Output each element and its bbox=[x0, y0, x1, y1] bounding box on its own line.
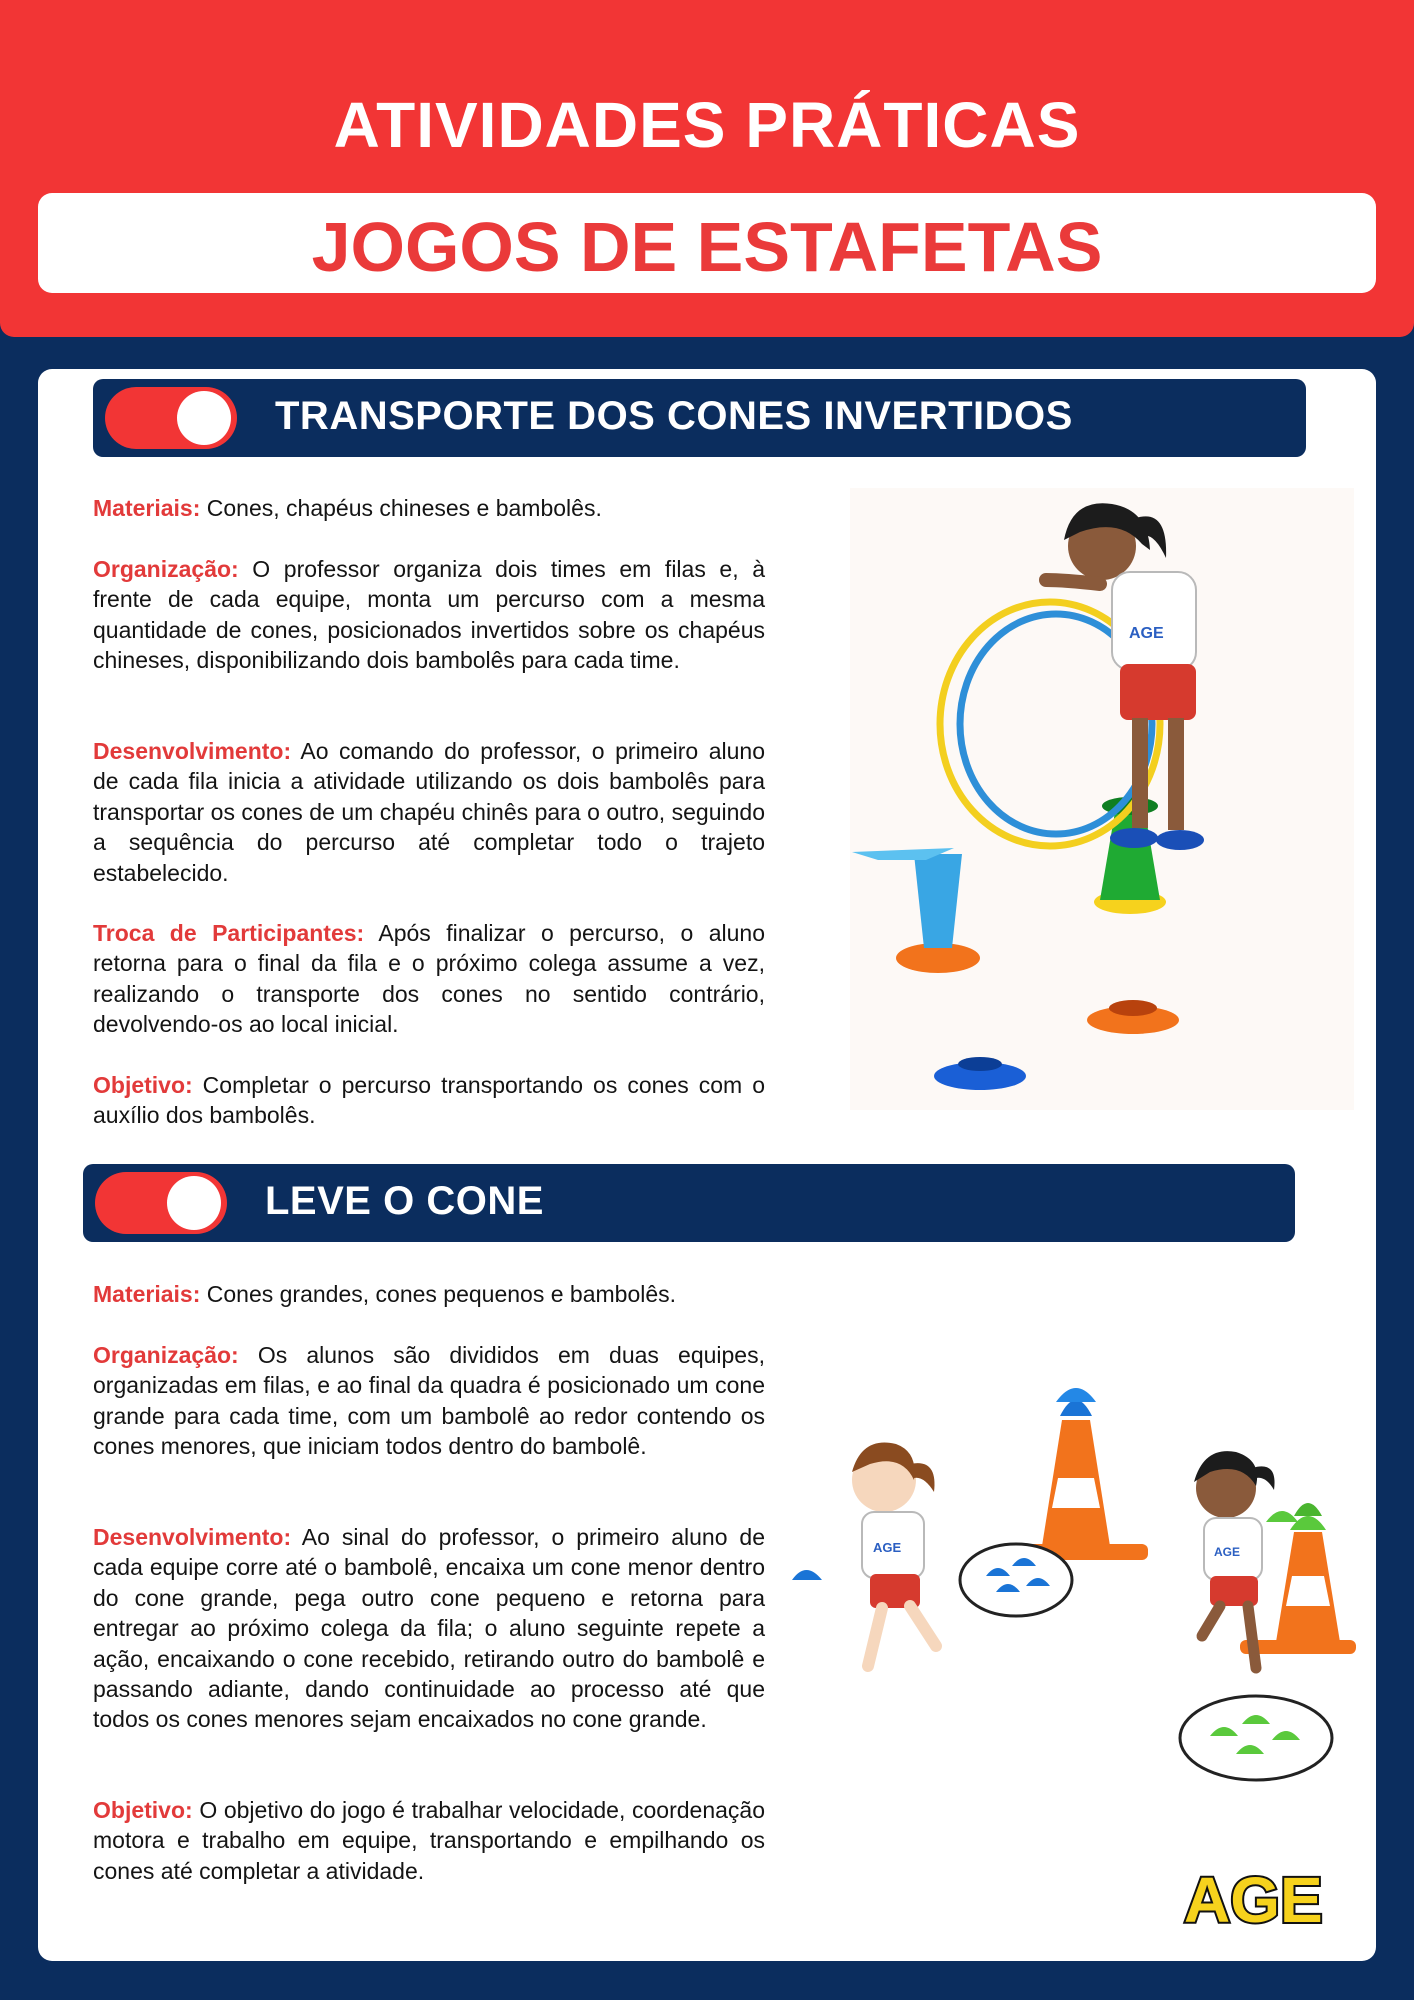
section-1-objetivo bbox=[93, 1070, 765, 1131]
section-2-objetivo bbox=[93, 1795, 765, 1886]
section-1-title: TRANSPORTE DOS CONES INVERTIDOS bbox=[275, 394, 1073, 438]
label: Desenvolvimento: bbox=[93, 738, 292, 764]
section-2-header bbox=[83, 1164, 1295, 1242]
label: Objetivo: bbox=[93, 1797, 193, 1823]
label: Organização: bbox=[93, 1342, 239, 1368]
toggle-icon bbox=[95, 1172, 227, 1234]
subtitle-box bbox=[38, 193, 1376, 293]
section-2-organizacao bbox=[93, 1340, 765, 1462]
header-banner bbox=[0, 0, 1414, 337]
label: Objetivo: bbox=[93, 1072, 193, 1098]
label: Desenvolvimento: bbox=[93, 1524, 292, 1550]
text: Cones, chapéus chineses e bambolês. bbox=[200, 495, 602, 521]
text: Cones grandes, cones pequenos e bambolês. bbox=[200, 1281, 677, 1307]
section-2-title: LEVE O CONE bbox=[265, 1179, 544, 1223]
hoop-cone-illustration bbox=[850, 488, 1354, 1110]
section-2-desenvolvimento bbox=[93, 1522, 765, 1735]
text: Ao sinal do professor, o primeiro aluno de cada equipe corre até o bambolê, encaixa um cone menor dentro do cone grande, pega outro cone pequeno e retorna para entregar ao próximo colega da fila; o aluno seguinte repete a ação, encaixando o cone recebido, retirando outro do bambolê e passando adiante, dando continuidade ao processo até que todos os cones menores sejam encaixados no cone grande. bbox=[93, 1524, 765, 1733]
text: Completar o percurso transportando os cones com o auxílio dos bambolês. bbox=[93, 1072, 765, 1129]
label: Materiais: bbox=[93, 1281, 201, 1307]
section-1-header bbox=[93, 379, 1306, 457]
section-2-materiais bbox=[93, 1279, 765, 1309]
shirt-text: AGE bbox=[1214, 1545, 1241, 1559]
shirt-text: AGE bbox=[1129, 625, 1164, 642]
age-logo bbox=[1178, 1860, 1328, 1936]
section-1-materiais bbox=[93, 493, 765, 523]
text: Ao comando do professor, o primeiro aluno de cada fila inicia a atividade utilizando os dois bambolês para transportar os cones de um chapéu chinês para o outro, seguindo a sequência do percurso até completar todo o trajeto estabelecido. bbox=[93, 738, 765, 886]
section-1-troca bbox=[93, 918, 765, 1040]
logo-text: AGE bbox=[1184, 1864, 1323, 1936]
text: O professor organiza dois times em filas e, à frente de cada equipe, monta um percurso com a mesma quantidade de cones, posicionados invertidos sobre os chapéus chineses, disponibilizando dois bambolês para cada time. bbox=[93, 556, 765, 674]
label: Materiais: bbox=[93, 495, 201, 521]
page-subtitle: JOGOS DE ESTAFETAS bbox=[311, 208, 1103, 286]
section-1-desenvolvimento bbox=[93, 736, 765, 888]
section-1-organizacao bbox=[93, 554, 765, 676]
label: Organização: bbox=[93, 556, 239, 582]
text: Os alunos são divididos em duas equipes, organizadas em filas, e ao final da quadra é posicionado um cone grande para cada time, com um bambolê ao redor contendo os cones menores, que iniciam todos dentro do bambolê. bbox=[93, 1342, 765, 1460]
toggle-icon bbox=[105, 387, 237, 449]
text: Após finalizar o percurso, o aluno retorna para o final da fila e o próximo colega assume a vez, realizando o transporte dos cones no sentido contrário, devolvendo-os ao local inicial. bbox=[93, 920, 766, 1038]
page-title: ATIVIDADES PRÁTICAS bbox=[333, 89, 1081, 161]
label: Troca de Participantes: bbox=[93, 920, 365, 946]
cone-relay-illustration bbox=[790, 1380, 1360, 1800]
shirt-text: AGE bbox=[873, 1540, 902, 1555]
text: O objetivo do jogo é trabalhar velocidade, coordenação motora e trabalho em equipe, transportando e empilhando os cones até completar a atividade. bbox=[93, 1797, 765, 1884]
